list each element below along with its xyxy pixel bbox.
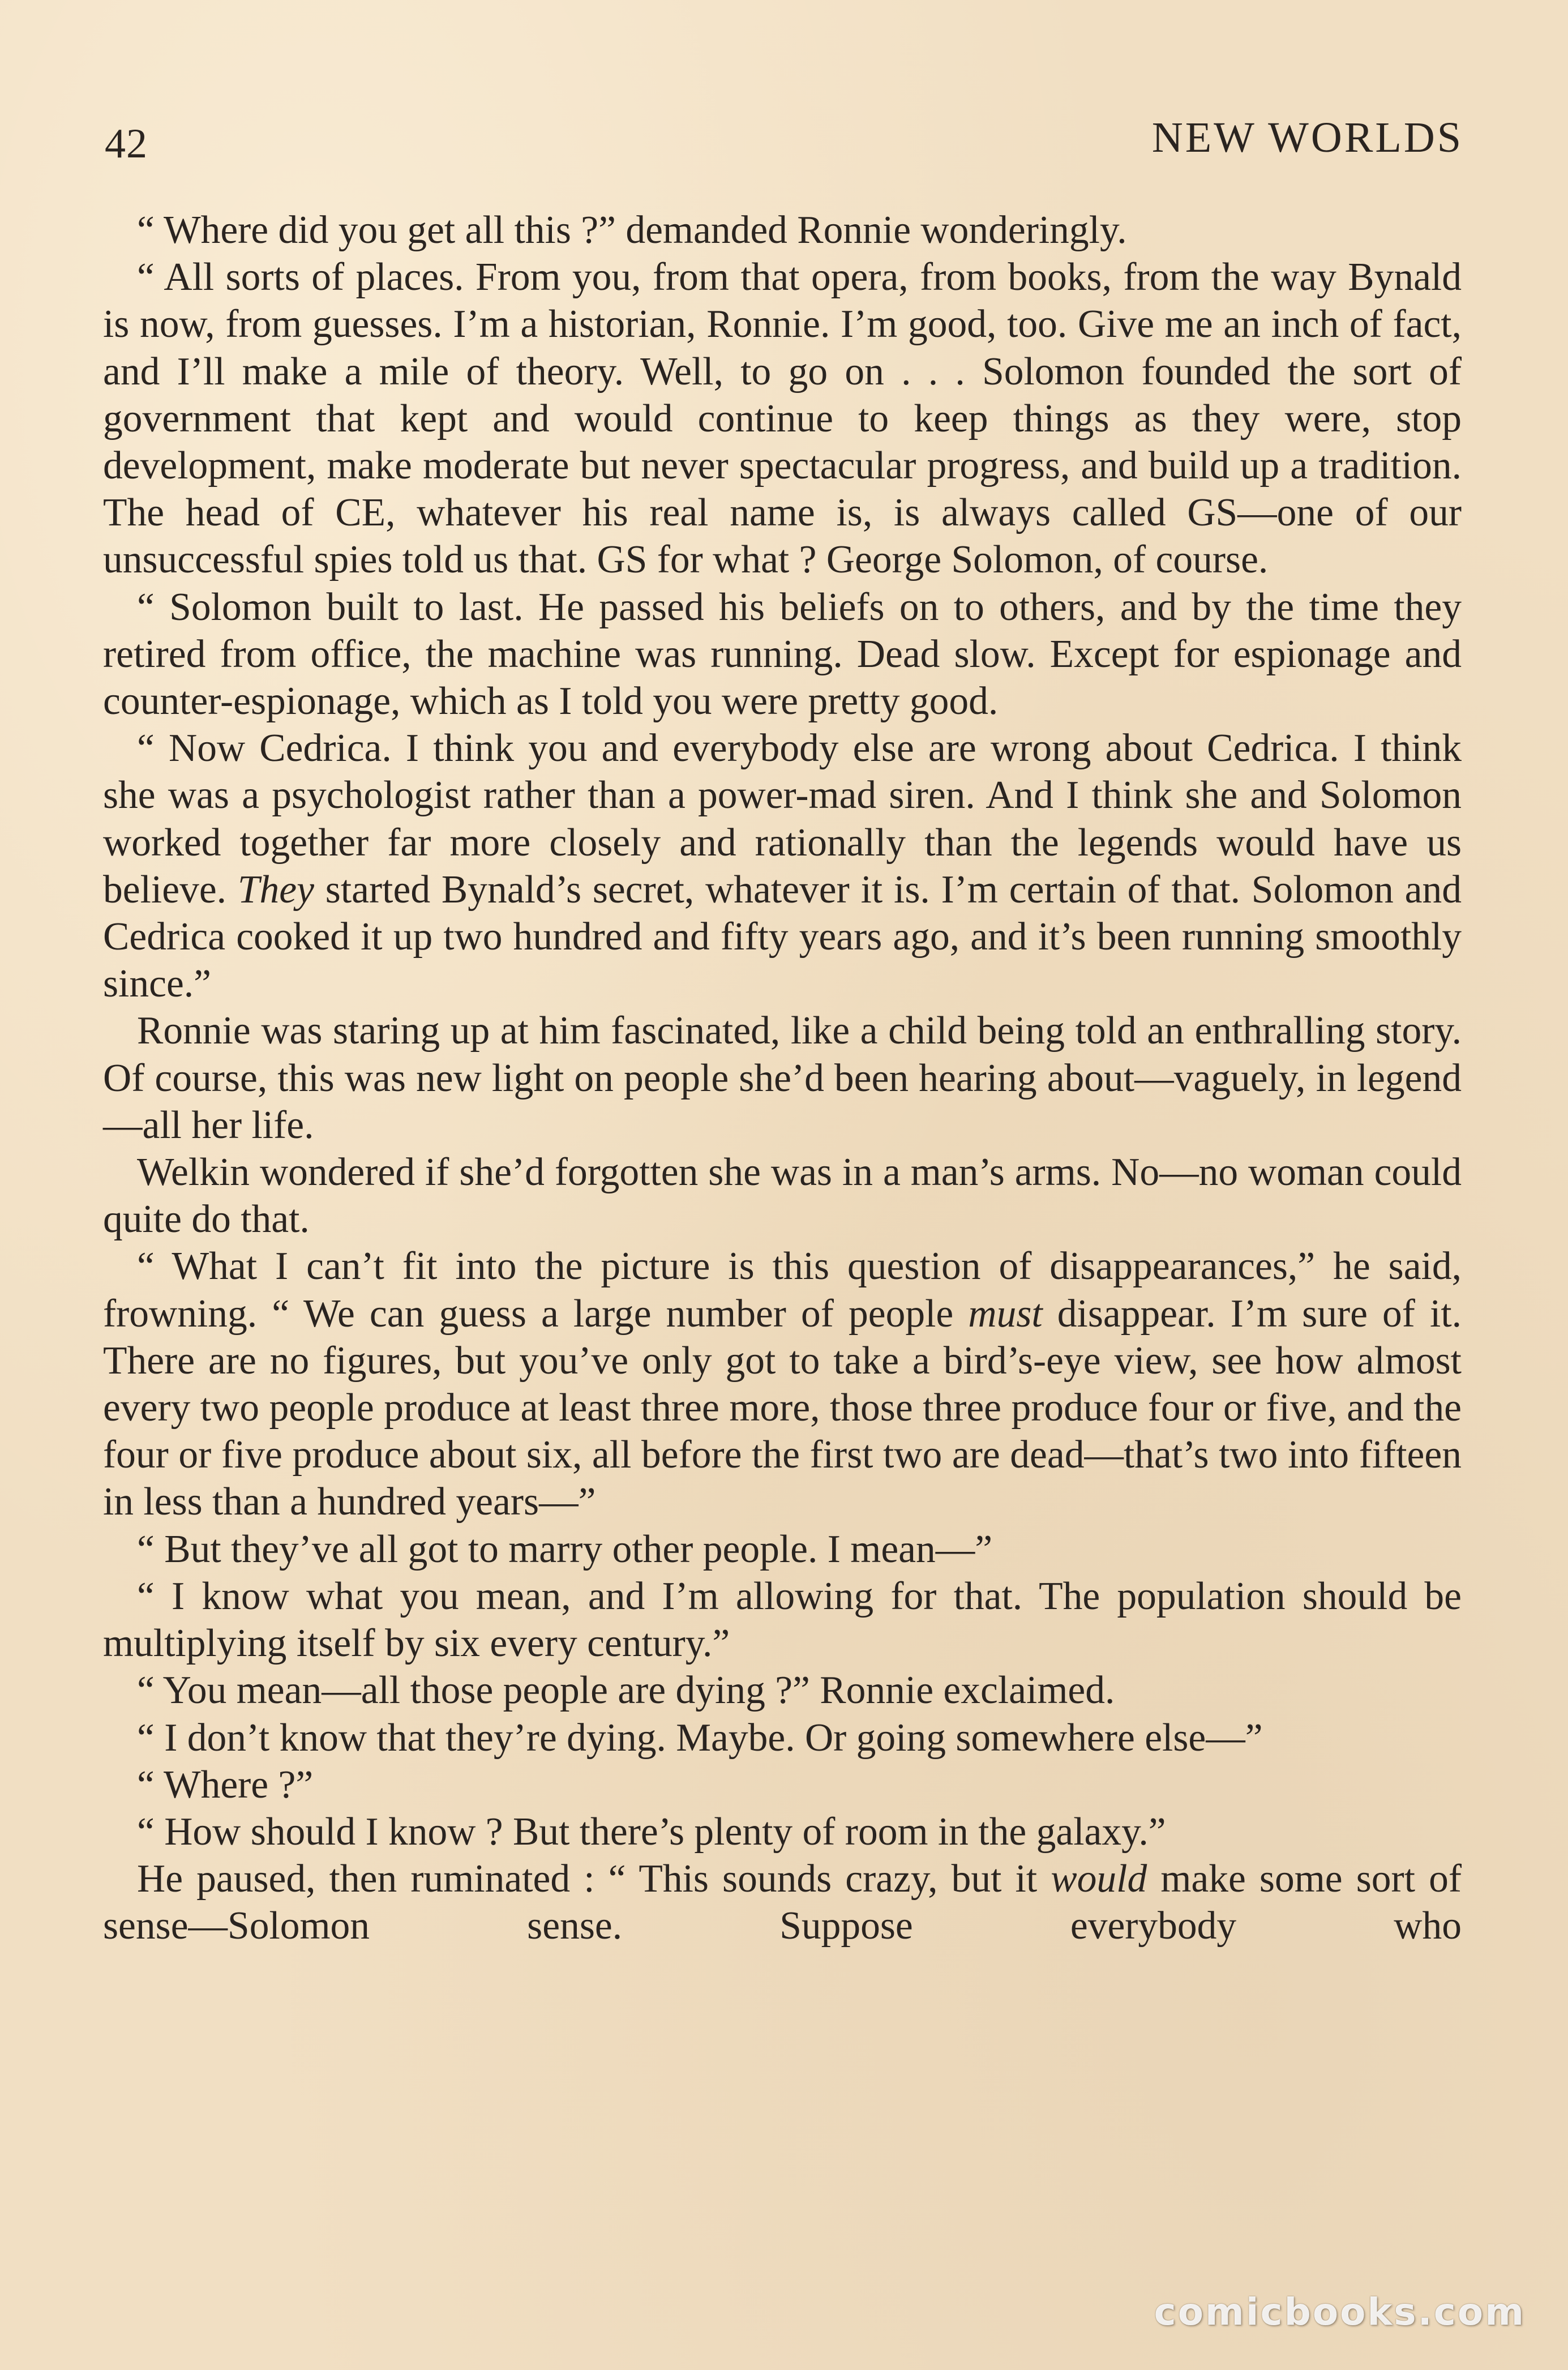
paragraph: “ But they’ve all got to marry other people. I mean—” — [137, 1527, 993, 1571]
italic-text: must — [968, 1291, 1043, 1336]
paragraph: “ All sorts of places. From you, from that opera, from books, from the way Bynald is now, from guesses. I’m a historian, Ronnie. I’m good, too. Give me an inch of fact, and I’ll make a mile of theory. Well, to go on . . . Solomon founded the sort of government that kept and would continue to keep things as they were, stop development, make moderate but never spectacular progress, and build up a tradition. The head of CE, whatever his real name is, is always called GS—one of our unsuccessful spies told us that. GS for what ? George Solomon, of course. — [103, 255, 1462, 582]
text-run: He paused, then ruminated : “ This sounds crazy, but it — [137, 1857, 1051, 1901]
text-run: started Bynald’s secret, whatever it is. I’m certain of that. Solomon and Cedrica cooked it up two hundred and fifty years ago, and it’s been running smoothly since.” — [103, 867, 1462, 1006]
text-run: make some sort of sense—Solomon sense. Suppose everybody who — [103, 1857, 1462, 1948]
paragraph: “ Where ?” — [137, 1762, 314, 1807]
text-run: “ Now Cedrica. I think you and everybody else are wrong about Cedrica. I think she was a psychologist rather than a power-mad siren. And I think she and Solomon worked together far more closely and rationally than the legends would have us believe. — [103, 726, 1462, 912]
text-run: “ What I can’t fit into the picture is this question of disappearances,” he said, frowning. “ We can guess a large number of people — [103, 1244, 1462, 1336]
paragraph: Ronnie was staring up at him fascinated, like a child being told an enthralling story. Of course, this was new light on people she’d been hearing about—vaguely, in legend—all her life. — [103, 1009, 1462, 1147]
text-run: disappear. I’m sure of it. There are no figures, but you’ve only got to take a bird’s-eye view, see how almost every two people produce at least three more, those three produce four or five, and the four or five produce about six, all before the first two are dead—that’s two into fifteen in less than a hundred years—” — [103, 1291, 1462, 1524]
italic-text: They — [237, 867, 314, 912]
paragraph — [103, 1243, 1462, 1525]
paragraph — [103, 1855, 1462, 1949]
page-number: 42 — [105, 121, 148, 167]
paragraph: “ I know what you mean, and I’m allowing for that. The population should be multiplying itself by six every century.” — [103, 1574, 1462, 1666]
journal-title: NEW WORLDS — [1151, 114, 1463, 161]
paragraph: “ Solomon built to last. He passed his beliefs on to others, and by the time they retired from office, the machine was running. Dead slow. Except for espionage and counter-espionage, which as I told you were pretty good. — [103, 585, 1462, 724]
paragraph: “ Where did you get all this ?” demanded Ronnie wonderingly. — [137, 208, 1127, 252]
running-head — [105, 113, 1463, 170]
paragraph: Welkin wondered if she’d forgotten she was in a man’s arms. No—no woman could quite do that. — [103, 1150, 1462, 1242]
paragraph: “ How should I know ? But there’s plenty of room in the galaxy.” — [137, 1809, 1166, 1854]
paragraph: “ I don’t know that they’re dying. Maybe. Or going somewhere else—” — [137, 1716, 1263, 1760]
watermark: comicbooks.com — [1154, 2290, 1526, 2334]
paragraph — [103, 725, 1462, 1007]
body-text — [103, 207, 1462, 1950]
paragraph: “ You mean—all those people are dying ?” Ronnie exclaimed. — [137, 1669, 1115, 1713]
italic-text: would — [1051, 1857, 1147, 1901]
